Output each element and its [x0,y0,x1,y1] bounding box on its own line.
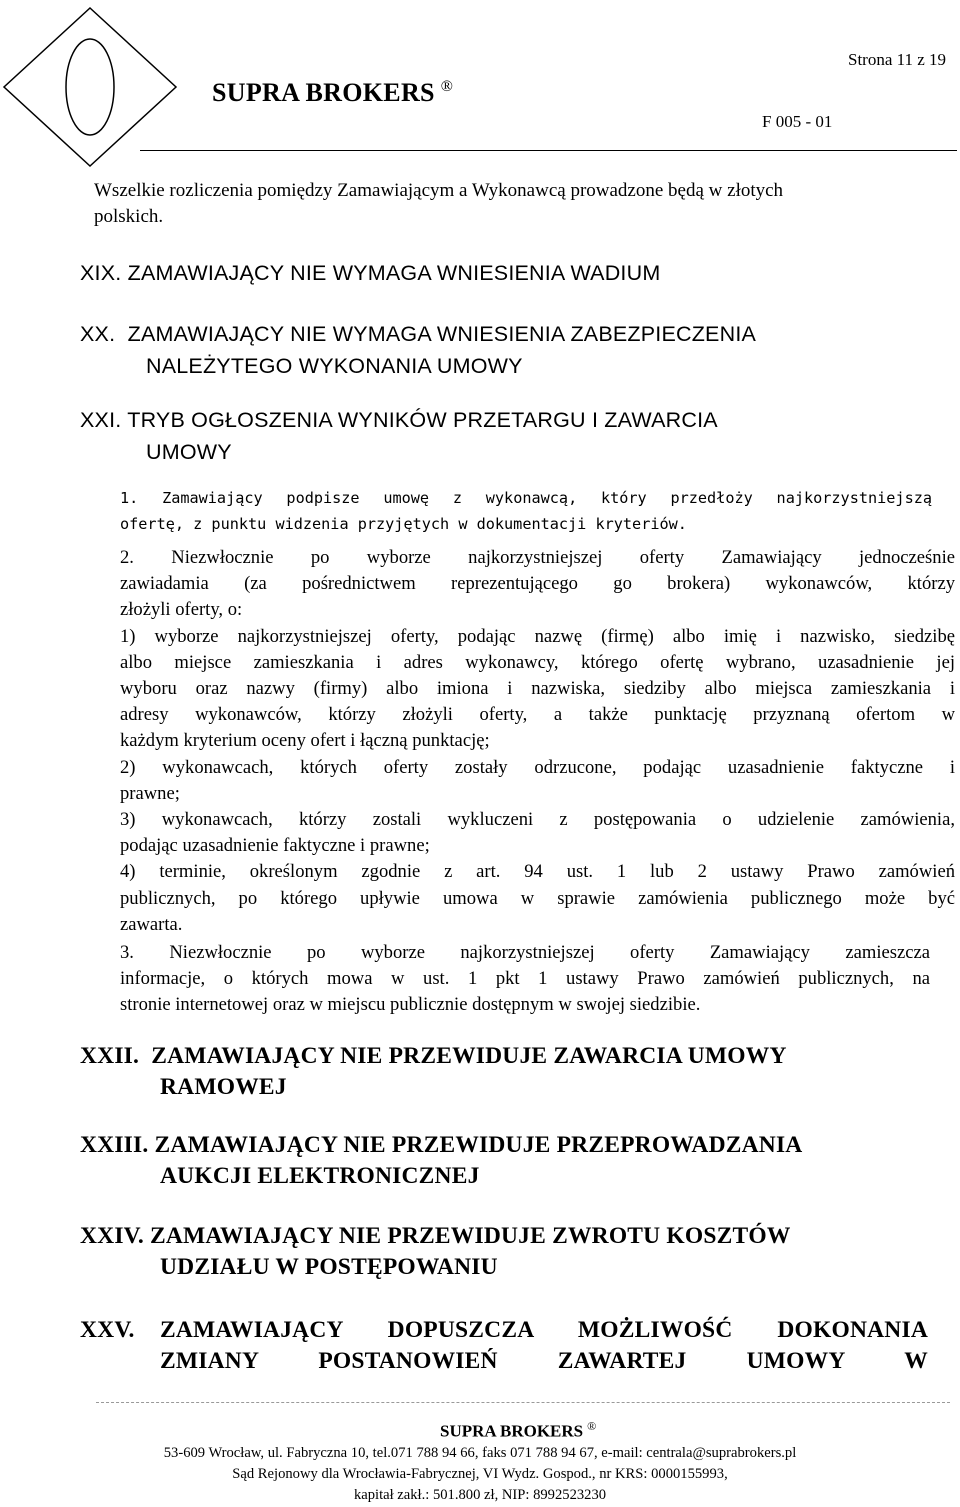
section-xxiv-heading-cont: UDZIAŁU W POSTĘPOWANIU [160,1254,498,1280]
footer-registry: Sąd Rejonowy dla Wrocławia-Fabrycznej, VI Wydz. Gospod., nr KRS: 0000155993, [232,1466,728,1482]
page-number: Strona 11 z 19 [848,50,947,69]
xxi-point-1: 1. Zamawiający podpisze umowę z wykonawcą, który przedłoży najkorzystniejszą ofertę, z punktu widzenia przyjętych w dokumentacji kryteriów. [120,489,932,533]
section-xxv-heading: XXV. ZAMAWIAJĄCY DOPUSZCZA MOŻLIWOŚĆ DOKONANIA [80,1317,928,1343]
footer-brand: SUPRA BROKERS ® [440,1419,597,1441]
section-xx-heading: XX. ZAMAWIAJĄCY NIE WYMAGA WNIESIENIA ZABEZPIECZENIA [80,322,757,346]
xxi-point-3: 3. Niezwłocznie po wyborze najkorzystniejszej oferty Zamawiający zamieszcza informacje, o których mowa w ust. 1 pkt 1 ustawy Prawo zamówień publicznych, na stronie internetowej oraz w miejscu publicznie dostępnym w swojej siedzibie. [120,942,930,1016]
section-xxii-heading-cont: RAMOWEJ [160,1074,287,1100]
brand-title: SUPRA BROKERS ® [212,78,454,107]
section-xxii-heading: XXII. ZAMAWIAJĄCY NIE PRZEWIDUJE ZAWARCIA UMOWY [80,1043,787,1069]
section-xxiv-heading: XXIV. ZAMAWIAJĄCY NIE PRZEWIDUJE ZWROTU KOSZTÓW [80,1223,791,1249]
section-xxiii-heading: XXIII. ZAMAWIAJĄCY NIE PRZEWIDUJE PRZEPROWADZANIA [80,1132,803,1158]
xxi-point-2: 2. Niezwłocznie po wyborze najkorzystniejszej oferty Zamawiający jednocześnie zawiadamia (za pośrednictwem reprezentującego go brokera) wykonawców, którzy złożyli oferty, o: 1) wyborze najkorzystniejszej oferty, podając nazwę (firmę) albo imię i nazwisko, siedzibę albo miejsce zamieszkania i adres wykonawcy, którego ofertę wybrano, uzasadnienie jej wyboru oraz nazwy (firmy) albo imiona i nazwiska, siedziby albo miejsca zamieszkania i adresy wykonawców, którzy złożyli oferty, a także punktację przyznaną ofertom w każdym kryterium oceny ofert i łączną punktację; 2) wykonawcach, których oferty zostały odrzucone, podając uzasadnienie faktyczne i prawne; 3) wykonawcach, którzy zostali wykluczeni z postępowania o udzielenie zamówienia, podając uzasadnienie faktyczne i prawne; 4) terminie, określonym zgodnie z art. 94 ust. 1 lub 2 ustawy Prawo zamówień publicznych, po którego upływie umowa w sprawie zamówienia publicznego może być zawarta. [120,547,955,935]
header-divider [140,150,957,151]
section-xxv-heading-cont: ZMIANY POSTANOWIEŃ ZAWARTEJ UMOWY W [160,1348,928,1374]
footer-divider [96,1402,950,1403]
footer-address: 53-609 Wrocław, ul. Fabryczna 10, tel.071 788 94 66, faks 071 788 94 67, e-mail: centrala@suprabrokers.pl [163,1445,797,1461]
section-xx-heading-cont: NALEŻYTEGO WYKONANIA UMOWY [146,354,523,378]
section-xxi-heading: XXI. TRYB OGŁOSZENIA WYNIKÓW PRZETARGU I ZAWARCIA [80,408,718,432]
form-code: F 005 - 01 [762,112,833,131]
section-xix-heading: XIX. ZAMAWIAJĄCY NIE WYMAGA WNIESIENIA WADIUM [80,261,661,285]
section-xxiii-heading-cont: AUKCJI ELEKTRONICZNEJ [160,1163,480,1189]
section-xxi-heading-cont: UMOWY [146,440,232,464]
intro-paragraph: Wszelkie rozliczenia pomiędzy Zamawiającym a Wykonawcą prowadzone będą w złotych polskich. [94,180,784,227]
footer-capital: kapitał zakł.: 501.800 zł, NIP: 8992523230 [353,1487,607,1503]
company-logo [0,0,200,175]
